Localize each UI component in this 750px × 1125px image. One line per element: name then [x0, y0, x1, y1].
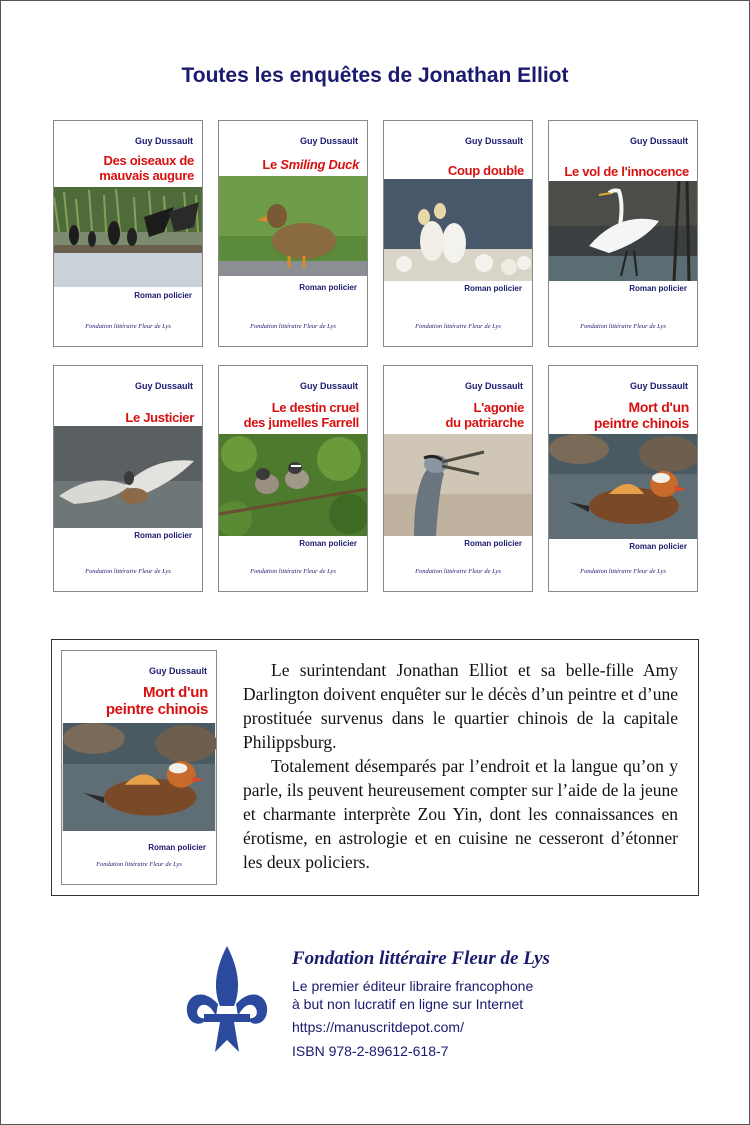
book-title: Le Justicier — [125, 410, 194, 425]
book-author: Guy Dussault — [464, 136, 523, 146]
book-publisher: Fondation littéraire Fleur de Lys — [415, 323, 501, 330]
book-title: Mort d'un peintre chinois — [105, 684, 208, 718]
book-genre: Roman policier — [464, 284, 522, 293]
book-publisher: Fondation littéraire Fleur de Lys — [250, 323, 336, 330]
book-publisher: Fondation littéraire Fleur de Lys — [85, 323, 171, 330]
book-genre: Roman policier — [134, 531, 192, 540]
duck-icon — [219, 176, 367, 276]
book-publisher: Fondation littéraire Fleur de Lys — [96, 861, 182, 868]
isbn-text: ISBN 978-2-89612-618-7 — [292, 1043, 449, 1059]
book-publisher: Fondation littéraire Fleur de Lys — [85, 568, 171, 575]
book-cover-agonie-patriarche[interactable] — [383, 365, 533, 592]
book-author: Guy Dussault — [134, 136, 193, 146]
summary-paragraph: Totalement désemparés par l’endroit et la langue qu’on y parle, ils peuvent heureusement compter sur l’aide de la jeune et charmante interprète Zou Yin, dont les connaissances en érotisme, en astrologie et en cuisine ne cesseront d’étonner les deux policiers. — [243, 756, 678, 872]
publisher-tagline-2: à but non lucratif en ligne sur Internet — [292, 996, 524, 1012]
gannets-icon — [384, 179, 532, 281]
book-publisher: Fondation littéraire Fleur de Lys — [250, 568, 336, 575]
publisher-tagline-1: Le premier éditeur libraire francophone — [292, 978, 534, 994]
publisher-name: Fondation littéraire Fleur de Lys — [292, 948, 550, 969]
book-title: L'agonie du patriarche — [445, 400, 524, 430]
summary-paragraph: Le surintendant Jonathan Elliot et sa belle-fille Amy Darlington doivent enquêter sur le décès d’un peintre et d’une prostituée survenus dans le quartier chinois de la capitale Philippsburg. — [243, 660, 678, 752]
book-cover-vol-innocence[interactable] — [548, 120, 698, 347]
book-genre: Roman policier — [134, 291, 192, 300]
book-title: Coup double — [447, 163, 524, 178]
summary-box — [51, 639, 699, 896]
egret-icon — [549, 181, 697, 281]
book-publisher: Fondation littéraire Fleur de Lys — [580, 568, 666, 575]
book-cover-destin-cruel[interactable] — [218, 365, 368, 592]
summary-text — [243, 658, 678, 874]
grebes-icon — [54, 426, 202, 528]
publisher-url[interactable]: https://manuscritdepot.com/ — [292, 1019, 464, 1035]
book-cover-coup-double[interactable] — [383, 120, 533, 347]
cormorants-icon — [54, 187, 202, 287]
book-genre: Roman policier — [464, 539, 522, 548]
book-genre: Roman policier — [299, 539, 357, 548]
book-author: Guy Dussault — [134, 381, 193, 391]
book-genre: Roman policier — [148, 843, 206, 852]
book-author: Guy Dussault — [629, 381, 688, 391]
book-genre: Roman policier — [629, 284, 687, 293]
book-title: Le destin cruel des jumelles Farrell — [243, 400, 359, 430]
book-genre: Roman policier — [299, 283, 357, 292]
book-title: Des oiseaux de mauvais augure — [99, 153, 194, 183]
featured-book-cover[interactable] — [61, 650, 217, 885]
book-title: Mort d'un peintre chinois — [593, 399, 689, 431]
heron-icon — [384, 434, 532, 536]
mandarin-duck-icon — [549, 434, 697, 539]
book-author: Guy Dussault — [299, 381, 358, 391]
book-cover-justicier[interactable] — [53, 365, 203, 592]
book-author: Guy Dussault — [464, 381, 523, 391]
sparrows-icon — [219, 434, 367, 536]
book-title: Le vol de l'innocence — [564, 164, 689, 179]
book-title: Le Smiling Duck — [262, 157, 359, 172]
book-publisher: Fondation littéraire Fleur de Lys — [415, 568, 501, 575]
mandarin-duck-icon — [62, 723, 216, 831]
page-title: Toutes les enquêtes de Jonathan Elliot — [181, 64, 569, 87]
book-author: Guy Dussault — [629, 136, 688, 146]
book-cover-smiling-duck[interactable] — [218, 120, 368, 347]
book-cover-oiseaux[interactable] — [53, 120, 203, 347]
book-cover-mort-peintre[interactable] — [548, 365, 698, 592]
book-author: Guy Dussault — [148, 666, 207, 676]
book-author: Guy Dussault — [299, 136, 358, 146]
book-genre: Roman policier — [629, 542, 687, 551]
book-publisher: Fondation littéraire Fleur de Lys — [580, 323, 666, 330]
fleur-de-lys-icon — [180, 944, 275, 1056]
